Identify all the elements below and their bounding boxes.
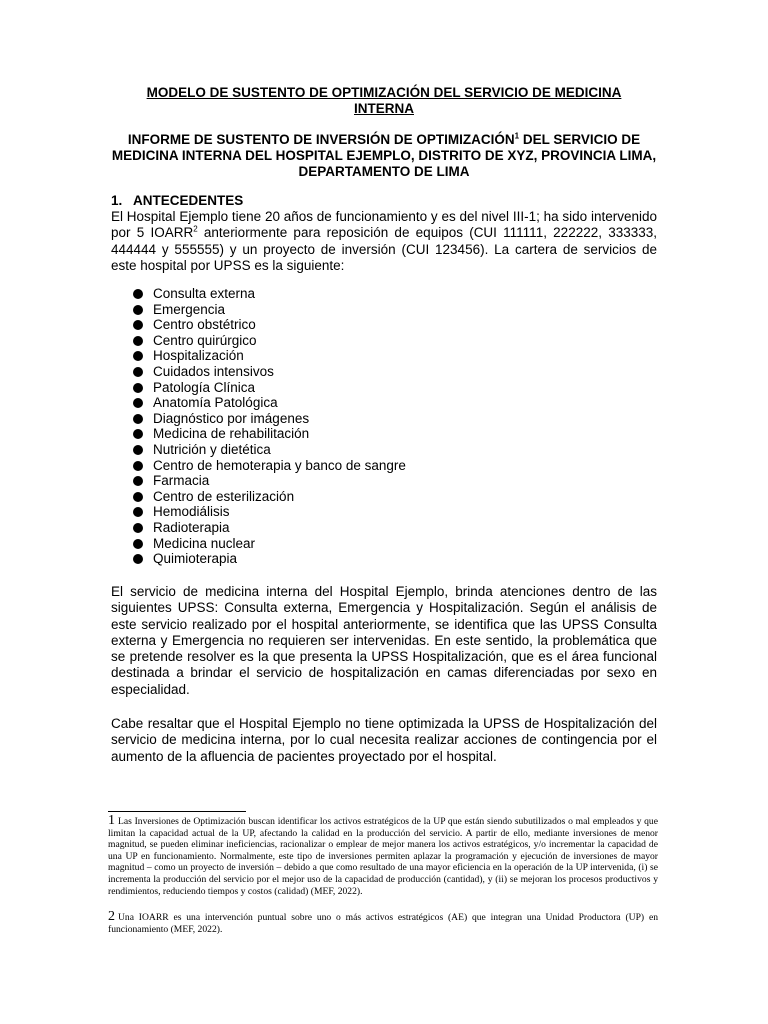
bullet-icon bbox=[133, 367, 143, 377]
service-list-item bbox=[133, 411, 406, 427]
service-name: Anatomía Patológica bbox=[153, 395, 278, 411]
service-name: Radioterapia bbox=[153, 519, 230, 535]
section-number: 1. bbox=[111, 193, 123, 208]
footnote-number: 1 bbox=[108, 813, 115, 828]
footnote-ref-2: 2 bbox=[193, 224, 198, 234]
service-list-item bbox=[133, 333, 406, 349]
bullet-icon bbox=[133, 398, 143, 408]
service-name: Centro obstétrico bbox=[153, 317, 256, 333]
footnote-number: 2 bbox=[108, 909, 115, 924]
service-name: Quimioterapia bbox=[153, 551, 238, 567]
service-list-item bbox=[133, 426, 406, 442]
bullet-icon bbox=[133, 523, 143, 533]
service-name: Diagnóstico por imágenes bbox=[153, 410, 310, 426]
intro-text-end: anteriormente para reposición de equipos (CUI 111111, 222222, 333333, 444444 y 555555) y un proyecto de inversión (CUI 123456). La cartera de servicios de este hospital por UPSS es la siguiente: bbox=[111, 225, 658, 273]
service-list-item bbox=[133, 302, 406, 318]
bullet-icon bbox=[133, 336, 143, 346]
bullet-icon bbox=[133, 429, 143, 439]
service-list-item bbox=[133, 551, 406, 567]
service-name: Farmacia bbox=[153, 473, 210, 489]
service-list-item bbox=[133, 364, 406, 380]
service-list-item bbox=[133, 473, 406, 489]
bullet-icon bbox=[133, 445, 143, 455]
service-list-item bbox=[133, 442, 406, 458]
service-name: Cuidados intensivos bbox=[153, 363, 274, 379]
service-name: Emergencia bbox=[153, 301, 226, 317]
bullet-icon bbox=[133, 305, 143, 315]
service-list-item bbox=[133, 458, 406, 474]
service-list-item bbox=[133, 520, 406, 536]
service-list-item bbox=[133, 489, 406, 505]
paragraph-intro bbox=[111, 209, 657, 274]
section-title: ANTECEDENTES bbox=[133, 193, 244, 208]
bullet-icon bbox=[133, 476, 143, 486]
service-name: Centro quirúrgico bbox=[153, 332, 257, 348]
subtitle-text-start: INFORME DE SUSTENTO DE INVERSIÓN DE OPTIMIZACIÓN bbox=[127, 132, 515, 147]
paragraph-problem: El servicio de medicina interna del Hospital Ejemplo, brinda atenciones dentro de las siguientes UPSS: Consulta externa, Emergencia y Hospitalización. Según el análisis de este servicio realizado por el hospital anteriormente, se identifica que las UPSS Consulta externa y Emergencia no requieren ser intervenidas. En este sentido, la problemática que se pretende resolver es la que presenta la UPSS Hospitalización, que es el área funcional destinada a brindar el servicio de hospitalización en camas diferenciadas por sexo en especialidad. bbox=[111, 584, 657, 697]
footnote-separator bbox=[108, 811, 246, 812]
service-list-item bbox=[133, 317, 406, 333]
bullet-icon bbox=[133, 461, 143, 471]
service-name: Centro de hemoterapia y banco de sangre bbox=[153, 457, 406, 473]
service-list-item bbox=[133, 395, 406, 411]
bullet-icon bbox=[133, 507, 143, 517]
service-list-item bbox=[133, 504, 406, 520]
bullet-icon bbox=[133, 320, 143, 330]
service-list-item bbox=[133, 380, 406, 396]
service-list-item bbox=[133, 348, 406, 364]
report-subtitle bbox=[108, 132, 660, 180]
service-list-item bbox=[133, 536, 406, 552]
service-name: Patología Clínica bbox=[153, 379, 256, 395]
bullet-icon bbox=[133, 539, 143, 549]
footnote-text: Las Inversiones de Optimización buscan identificar los activos estratégicos de la UP que están siendo subutilizados o mal empleados y que limitan la capacidad actual de la UP, afectando la calidad en la producción del servicio. A partir de ello, mediante inversiones de menor magnitud, se pueden eliminar ineficiencias, racionalizar o emplear de mejor manera los activos estratégicos, y/o incrementar la capacidad de una UP en funcionamiento. Normalmente, este tipo de inversiones permiten aplazar la programación y ejecución de inversiones de mayor magnitud – como un proyecto de inversión – debido a que como resultado de una mayor eficiencia en la operación de la UP intervenida, (i) se incrementa la producción del servicio por el mejor uso de la capacidad de producción (cantidad), y (ii) se mejoran los procesos productivos y rendimientos, reduciendo tiempos y costos (calidad) (MEF, 2022). bbox=[108, 816, 658, 897]
paragraph-conclusion: Cabe resaltar que el Hospital Ejemplo no tiene optimizada la UPSS de Hospitalización del servicio de medicina interna, por lo cual necesita realizar acciones de contingencia por el aumento de la afluencia de pacientes proyectado por el hospital. bbox=[111, 716, 657, 764]
bullet-icon bbox=[133, 414, 143, 424]
service-name: Nutrición y dietética bbox=[153, 441, 271, 457]
bullet-icon bbox=[133, 554, 143, 564]
footnote-2 bbox=[108, 911, 658, 935]
service-name: Medicina de rehabilitación bbox=[153, 426, 310, 442]
service-name: Medicina nuclear bbox=[153, 535, 256, 551]
section-heading bbox=[111, 193, 243, 209]
service-list-item bbox=[133, 286, 406, 302]
intro-text-start: El Hospital Ejemplo tiene 20 años de funcionamiento y es del nivel III-1; ha sido intervenido por 5 IOARR bbox=[111, 209, 657, 241]
bullet-icon bbox=[133, 383, 143, 393]
service-name: Hospitalización bbox=[153, 348, 244, 364]
bullet-icon bbox=[133, 351, 143, 361]
footnote-ref-1: 1 bbox=[514, 131, 520, 141]
document-title: MODELO DE SUSTENTO DE OPTIMIZACIÓN DEL SERVICIO DE MEDICINA INTERNA bbox=[146, 85, 622, 116]
footnote-text: Una IOARR es una intervención puntual sobre uno o más activos estratégicos (AE) que integran una Unidad Productora (UP) en funcionamiento (MEF, 2022). bbox=[108, 912, 658, 935]
bullet-icon bbox=[133, 492, 143, 502]
bullet-icon bbox=[133, 289, 143, 299]
service-name: Hemodiálisis bbox=[153, 504, 230, 520]
service-name: Consulta externa bbox=[153, 286, 256, 301]
subtitle-text-end: DEL SERVICIO DE MEDICINA INTERNA DEL HOSPITAL EJEMPLO, DISTRITO DE XYZ, PROVINCIA LIMA, DEPARTAMENTO DE LIMA bbox=[111, 132, 657, 179]
services-list bbox=[133, 286, 406, 567]
service-name: Centro de esterilización bbox=[153, 488, 295, 504]
footnote-1 bbox=[108, 815, 658, 897]
